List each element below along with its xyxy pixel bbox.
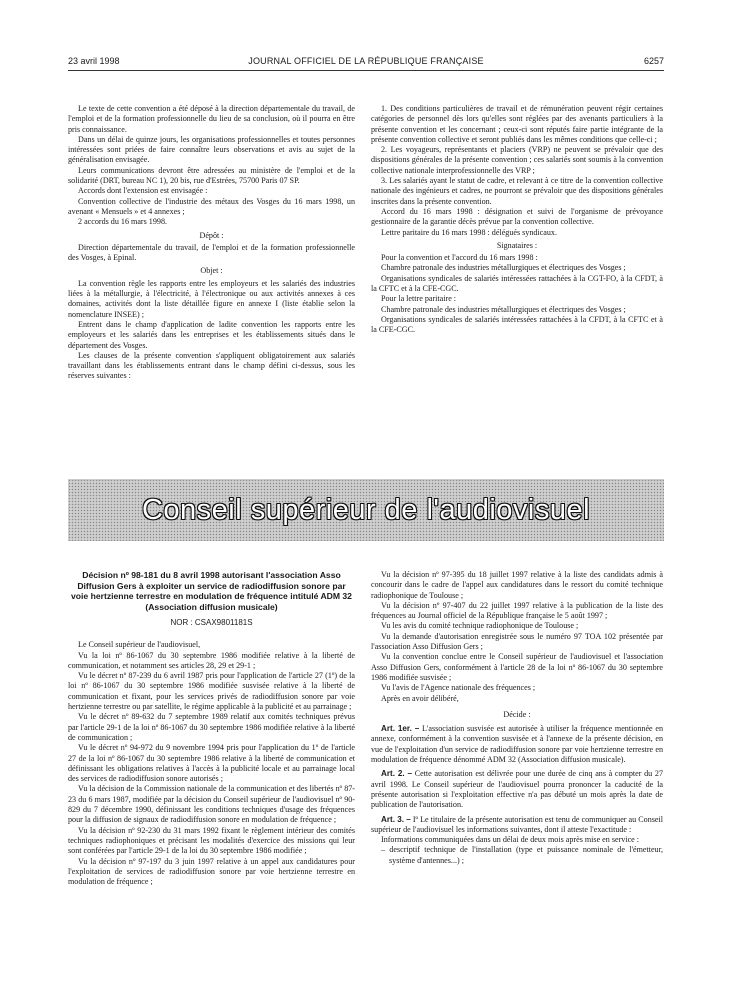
- paragraph: Convention collective de l'industrie des métaux des Vosges du 16 mars 1998, un avenant « Mensuels » et 4 annexes ;: [68, 196, 355, 216]
- convention-text-right: [371, 104, 663, 336]
- paragraph: Pour la lettre paritaire :: [381, 294, 457, 304]
- article-1-text: L'association susvisée est autorisée à utiliser la fréquence mentionnée en annexe, conformément à la convention susvisée et à l'annexe de la présente décision, en vue de l'exploitation d'un service de radiodiffusion sonore par voie hertzienne terrestre en modulation de fréquence dénommé ADM 32 (Association diffusion musicale).: [371, 724, 663, 765]
- paragraph: Après en avoir délibéré,: [381, 693, 459, 703]
- paragraph: Vu la décision nº 97-197 du 3 juin 1997 relative à un appel aux candidatures pour l'exploitation de services de radiodiffusion sonore par voie hertzienne terrestre en modulation de fréquence ;: [68, 856, 355, 887]
- subheading-signataires: Signataires :: [496, 240, 538, 250]
- article-3-label: Art. 3. –: [381, 814, 411, 824]
- paragraph: Direction départementale du travail, de l'emploi et de la formation professionnelle des Vosges, à Epinal.: [68, 242, 355, 263]
- decision-text-right: [371, 570, 663, 866]
- paragraph: 1. Des conditions particulières de travail et de rémunération peuvent régir certaines catégories de personnel dès lors qu'elles sont réglées par des avenants particuliers à la présente convention et les concernant ; ceux-ci sont réputés faire partie intégrante de la présente convention collective et seront publiés dans les mêmes conditions que celle-ci ;: [371, 104, 663, 144]
- paragraph: Vu les avis du comité technique radiophonique de Toulouse ;: [381, 621, 579, 631]
- subheading-depot: Dépôt :: [199, 230, 224, 240]
- paragraph: Accords dont l'extension est envisagée :: [78, 186, 208, 196]
- nor-reference: NOR : CSAX9801181S: [170, 618, 253, 627]
- subheading-objet: Objet :: [200, 266, 223, 276]
- article-3-text: Iº Le titulaire de la présente autorisation est tenu de communiquer au Conseil supérieur de l'audiovisuel les informations suivantes, dont il atteste l'exactitude :: [371, 814, 663, 834]
- list-item: – descriptif technique de l'installation (type et puissance nominale de l'émetteur, système d'antennes...) ;: [381, 845, 663, 865]
- decide-heading: Décide :: [503, 709, 531, 719]
- paragraph: Lettre paritaire du 16 mars 1998 : délégués syndicaux.: [381, 227, 557, 237]
- paragraph: Organisations syndicales de salariés intéressées rattachées à la CFDT, à la CFTC et à la CFE-CGC.: [371, 314, 663, 335]
- paragraph: Vu le décret nº 94-972 du 9 novembre 1994 pris pour l'application du 1º de l'article 27 de la loi nº 86-1067 du 30 septembre 1986 relative à la liberté de communication et définissant les obligations relatives à l'accès à la publicité locale et au parrainage local des services de radiodiffusion sonore autorisés ;: [68, 743, 355, 784]
- paragraph: 2 accords du 16 mars 1998.: [78, 217, 168, 227]
- paragraph: Entrent dans le champ d'application de ladite convention les rapports entre les employeurs et les salariés dans les entreprises et les établissements situés dans le département des Vosges.: [68, 319, 355, 350]
- paragraph: Pour la convention et l'accord du 16 mars 1998 :: [381, 253, 538, 263]
- paragraph: Vu la décision de la Commission nationale de la communication et des libertés nº 87-23 du 6 mars 1987, modifiée par la décision du Conseil supérieur de l'audiovisuel nº 90-829 du 7 décembre 1990, définissant les conditions techniques d'usage des fréquences pour la diffusion de signaux de radiodiffusion sonore en modulation de fréquence ;: [68, 784, 355, 825]
- paragraph: Vu l'avis de l'Agence nationale des fréquences ;: [381, 683, 536, 693]
- paragraph: Vu la convention conclue entre le Conseil supérieur de l'audiovisuel et l'association Asso Diffusion Gers, conformément à l'article 28 de la loi nº 86-1067 du 30 septembre 1986 modifiée susvisée ;: [371, 652, 663, 682]
- journal-title: JOURNAL OFFICIEL DE LA RÉPUBLIQUE FRANÇAISE: [248, 56, 484, 66]
- decision-title: Décision nº 98-181 du 8 avril 1998 autorisant l'association Asso Diffusion Gers à exploiter un service de radiodiffusion sonore par voie hertzienne terrestre en modulation de fréquence intitulé ADM 32 (Association diffusion musicale): [71, 570, 352, 612]
- page-number: 6257: [643, 56, 664, 66]
- section-banner: [68, 479, 664, 541]
- paragraph: Vu la décision nº 92-230 du 31 mars 1992 fixant le règlement intérieur des comités techniques radiophoniques et précisant les modalités d'exercice des missions qui leur sont conférées par l'article 29-1 de la loi du 30 septembre 1986 modifiée ;: [68, 825, 355, 856]
- paragraph: Organisations syndicales de salariés intéressées rattachées à la CGT-FO, à la CFDT, à la CFTC et à la CFE-CGC.: [371, 273, 663, 294]
- section-title: Conseil supérieur de l'audiovisuel: [141, 493, 591, 526]
- paragraph: Vu la demande d'autorisation enregistrée sous le numéro 97 TOA 102 présentée par l'association Asso Diffusion Gers ;: [371, 631, 663, 652]
- article-2-text: Cette autorisation est délivrée pour une durée de cinq ans à compter du 27 avril 1998. Le Conseil supérieur de l'audiovisuel pourra prononcer la caducité de la présente autorisation si l'exploitation effective n'a pas débuté un mois après la date de publication de l'autorisation.: [371, 769, 663, 810]
- paragraph: Le texte de cette convention a été déposé à la direction départementale du travail, de l'emploi et de la formation professionnelle du lieu de sa conclusion, où il pourra en être pris connaissance.: [68, 104, 355, 134]
- article-1-label: Art. 1er. –: [381, 724, 420, 734]
- article-3: [371, 815, 663, 836]
- paragraph: Vu la loi nº 86-1067 du 30 septembre 1986 modifiée relative à la liberté de communication, et notamment ses articles 28, 29 et 29-1 ;: [68, 650, 355, 670]
- paragraph: Dans un délai de quinze jours, les organisations professionnelles et toutes personnes intéressées sont priées de faire connaître leurs observations et avis au sujet de la généralisation envisagée.: [68, 134, 355, 165]
- paragraph: Les clauses de la présente convention s'appliquent obligatoirement aux salariés travaillant dans les établissements entrant dans le champ défini ci-dessus, sous les réserves suivantes :: [68, 350, 355, 381]
- decision-text-left: [68, 570, 355, 887]
- paragraph: Accord du 16 mars 1998 : désignation et suivi de l'organisme de prévoyance gestionnaire de la garantie décès prévue par la convention collective.: [371, 206, 663, 227]
- paragraph: Le Conseil supérieur de l'audiovisuel,: [78, 640, 201, 650]
- page-header: [68, 56, 664, 71]
- paragraph: Chambre patronale des industries métallurgiques et électriques des Vosges ;: [381, 263, 626, 273]
- article-2-label: Art. 2. –: [381, 769, 412, 779]
- paragraph: 3. Les salariés ayant le statut de cadre, et relevant à ce titre de la convention collective nationale des ingénieurs et cadres, ne pourront se prévaloir que des dispositions générales inscrites dans la présente convention.: [371, 176, 663, 206]
- paragraph: Vu le décret nº 89-632 du 7 septembre 1989 relatif aux comités techniques prévus par l'article 29-1 de la loi nº 86-1067 du 30 septembre 1986 modifiée relative à la liberté de communication ;: [68, 712, 355, 742]
- paragraph: Informations communiquées dans un délai de deux mois après mise en service :: [381, 835, 640, 845]
- paragraph: Vu le décret nº 87-239 du 6 avril 1987 pris pour l'application de l'article 27 (1º) de la loi nº 86-1067 du 30 septembre 1986 modifiée susvisée relative à la liberté de communication et fixant, pour les services privés de radiodiffusion sonore par voie hertzienne terrestre ou par satellite, le régime applicable à la publicité et au parrainage ;: [68, 671, 355, 712]
- paragraph: La convention règle les rapports entre les employeurs et les salariés des industries liées à la métallurgie, à l'électricité, à l'électronique ou aux activités annexes à ces domaines, activités dont la liste détaillée figure en annexe I (liste établie selon la nomenclature INSEE) ;: [68, 278, 355, 319]
- paragraph: Vu la décision nº 97-407 du 22 juillet 1997 relative à la publication de la liste des fréquences au Journal officiel de la République française le 5 août 1997 ;: [371, 600, 663, 621]
- article-2: [371, 769, 663, 810]
- article-1: [371, 724, 663, 765]
- convention-text-left: [68, 104, 355, 382]
- paragraph: Chambre patronale des industries métallurgiques et électriques des Vosges ;: [381, 304, 626, 314]
- paragraph: 2. Les voyageurs, représentants et placiers (VRP) ne peuvent se prévaloir que des dispositions générales de la présente convention ; ces salariés sont soumis à la convention collective nationale interprofessionnelle des VRP ;: [371, 145, 663, 175]
- paragraph: Leurs communications devront être adressées au ministère de l'emploi et de la solidarité (DRT, bureau NC 1), 20 bis, rue d'Estrées, 75700 Paris 07 SP.: [68, 165, 355, 186]
- paragraph: Vu la décision nº 97-395 du 18 juillet 1997 relative à la liste des candidats admis à concourir dans le cadre de l'appel aux candidatures dans le ressort du comité technique radiophonique de Toulouse ;: [371, 570, 663, 600]
- publication-date: 23 avril 1998: [68, 56, 120, 66]
